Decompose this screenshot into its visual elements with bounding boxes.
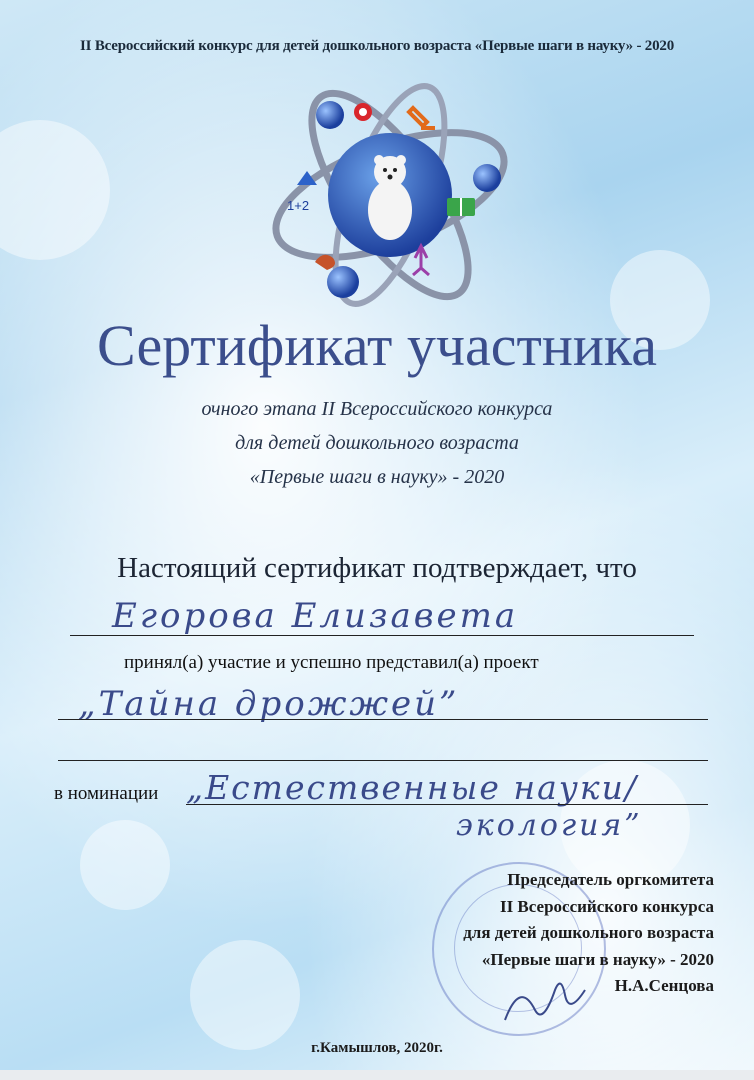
nomination-label: в номинации <box>54 783 159 804</box>
math-label: 1+2 <box>287 198 310 213</box>
orbit-ball <box>316 101 344 129</box>
subtitle-line-1: очного этапа II Всероссийского конкурса <box>201 398 553 420</box>
orbit-ball <box>473 164 501 192</box>
contest-logo <box>255 70 525 310</box>
certificate-title: Сертификат участника <box>97 313 657 378</box>
project-label: принял(а) участие и успешно представил(а) проект <box>124 652 539 673</box>
orbit-ball <box>327 266 359 298</box>
signature-line-2: II Всероссийского конкурса <box>499 896 714 916</box>
microscope-icon <box>409 108 435 128</box>
city-year: г.Камышлов, 2020г. <box>311 1040 443 1056</box>
participant-name: Егорова Елизавета <box>112 596 519 636</box>
signature-line-1: Председатель оргкомитета <box>507 870 714 889</box>
project-underline-2 <box>58 760 708 761</box>
project-name: „Тайна дрожжей” <box>78 684 460 724</box>
signature-line-3: для детей дошкольного возраста <box>463 923 714 942</box>
polar-bear-icon <box>368 155 412 240</box>
bokeh-decoration <box>190 940 300 1050</box>
project-underline <box>58 719 708 720</box>
nomination-value-line-1: „Естественные науки/ <box>186 768 639 807</box>
subtitle-line-3: «Первые шаги в науку» - 2020 <box>249 466 505 488</box>
bokeh-decoration <box>80 820 170 910</box>
contest-header: II Всероссийский конкурс для детей дошкольного возраста «Первые шаги в науку» - 2020 <box>80 38 674 54</box>
signature-block <box>463 867 714 1000</box>
signature-line-4: «Первые шаги в науку» - 2020 <box>481 949 714 969</box>
subtitle-line-2: для детей дошкольного возраста <box>235 432 519 454</box>
nomination-underline <box>186 804 708 805</box>
nomination-value-line-2: экология” <box>456 808 643 843</box>
signature-line-5: Н.А.Сенцова <box>614 976 714 995</box>
bokeh-decoration <box>0 120 110 260</box>
name-underline <box>70 635 694 636</box>
confirm-text: Настоящий сертификат подтверждает, что <box>117 552 637 584</box>
